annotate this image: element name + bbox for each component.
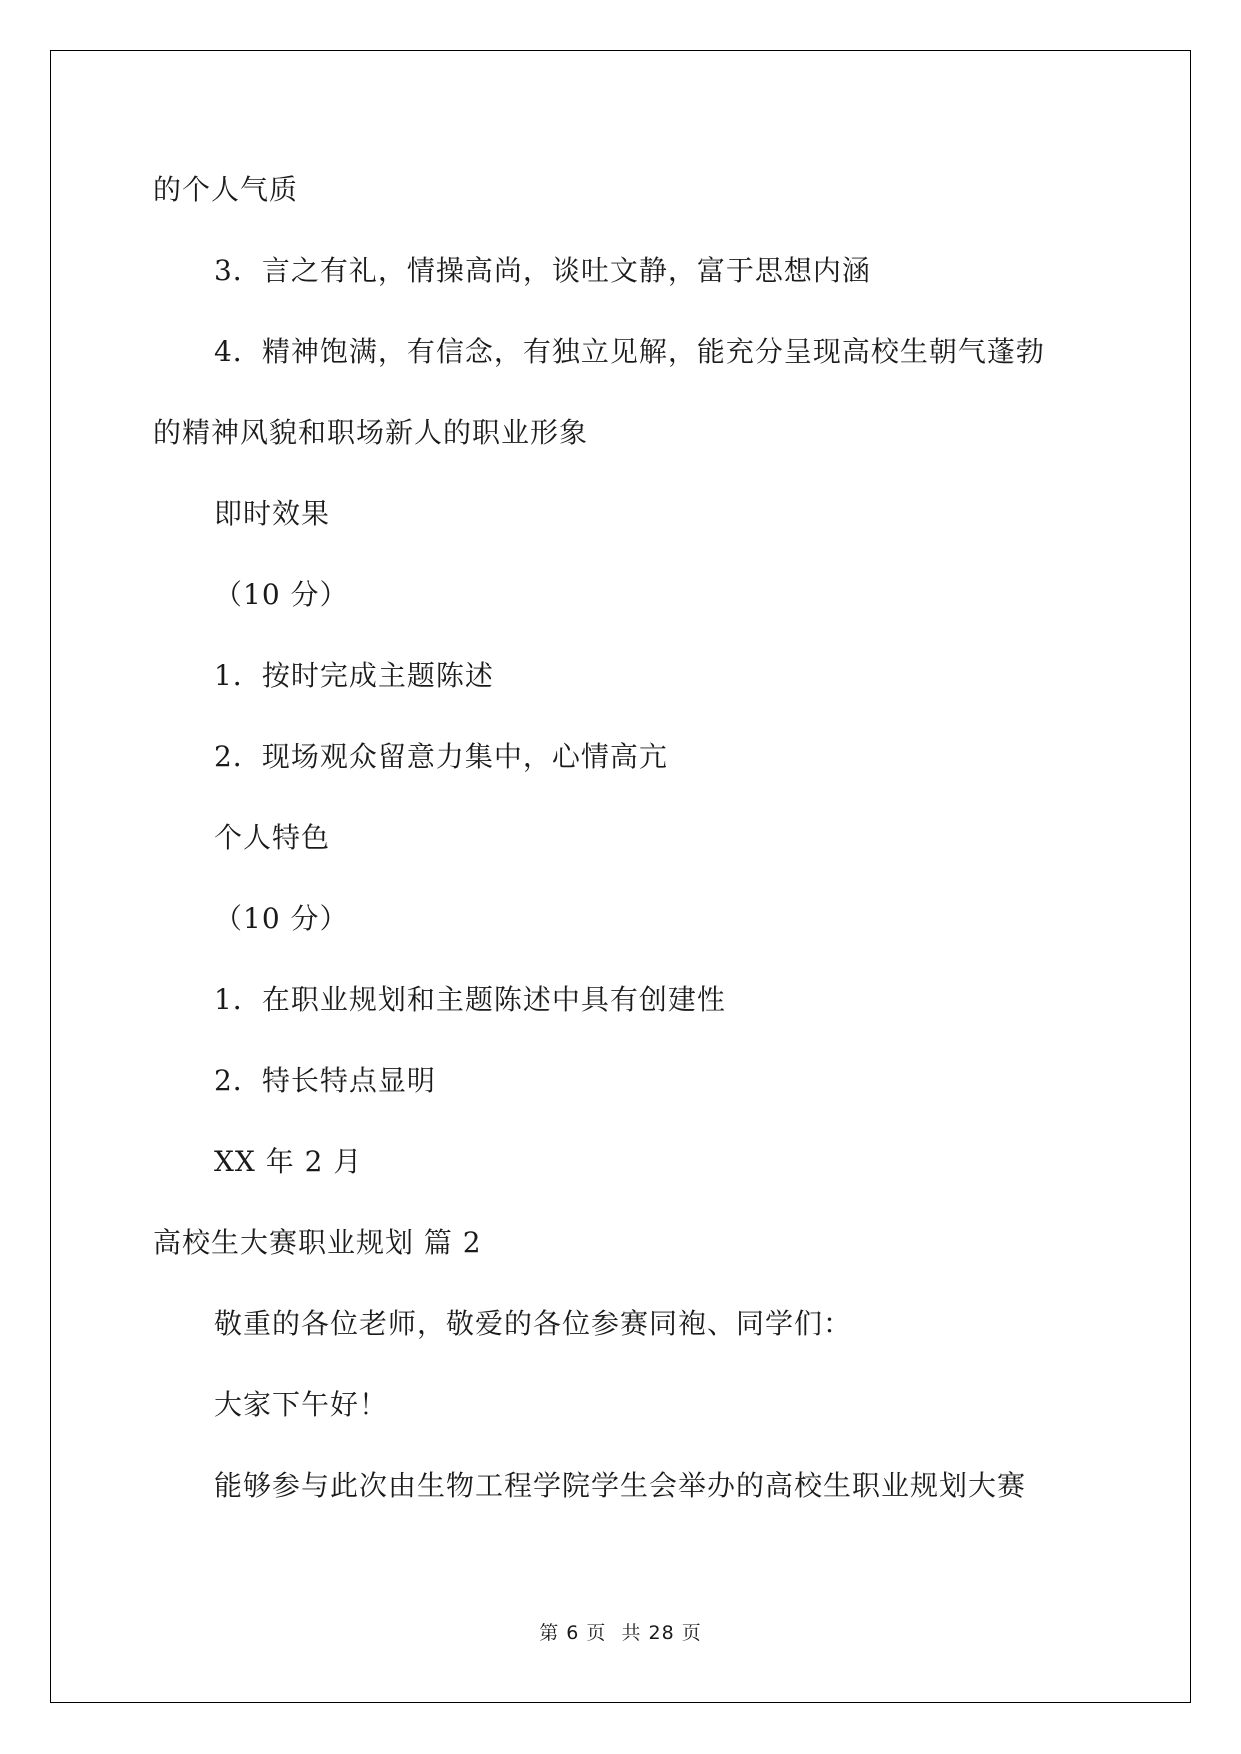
article-title: 高校生大赛职业规划 篇 2 [153,1226,482,1259]
section-heading: 即时效果 [214,497,331,530]
greeting: 大家下午好！ [214,1388,389,1421]
text-line: 1．按时完成主题陈述 [214,659,494,692]
text-line: 的精神风貌和职场新人的职业形象 [153,416,589,449]
text-line: 4．精神饱满，有信念，有独立见解，能充分呈现高校生朝气蓬勃 [214,335,1045,368]
score-label: （10 分） [214,902,349,935]
text-line: 3．言之有礼，情操高尚，谈吐文静，富于思想内涵 [214,254,871,287]
document-body [153,160,1088,1537]
page-footer [0,1618,1241,1645]
section-heading: 个人特色 [214,821,331,854]
date-line: XX 年 2 月 [214,1145,363,1178]
score-label: （10 分） [214,578,349,611]
page-number: 第 6 页 [539,1622,607,1644]
text-line: 2．特长特点显明 [214,1064,436,1097]
salutation: 敬重的各位老师，敬爱的各位参赛同袍、同学们： [214,1307,853,1340]
text-line: 2．现场观众留意力集中，心情高亢 [214,740,668,773]
text-line: 能够参与此次由生物工程学院学生会举办的高校生职业规划大赛 [214,1469,1027,1502]
text-line: 1．在职业规划和主题陈述中具有创建性 [214,983,726,1016]
text-line: 的个人气质 [153,173,299,206]
page-total: 共 28 页 [621,1622,702,1644]
